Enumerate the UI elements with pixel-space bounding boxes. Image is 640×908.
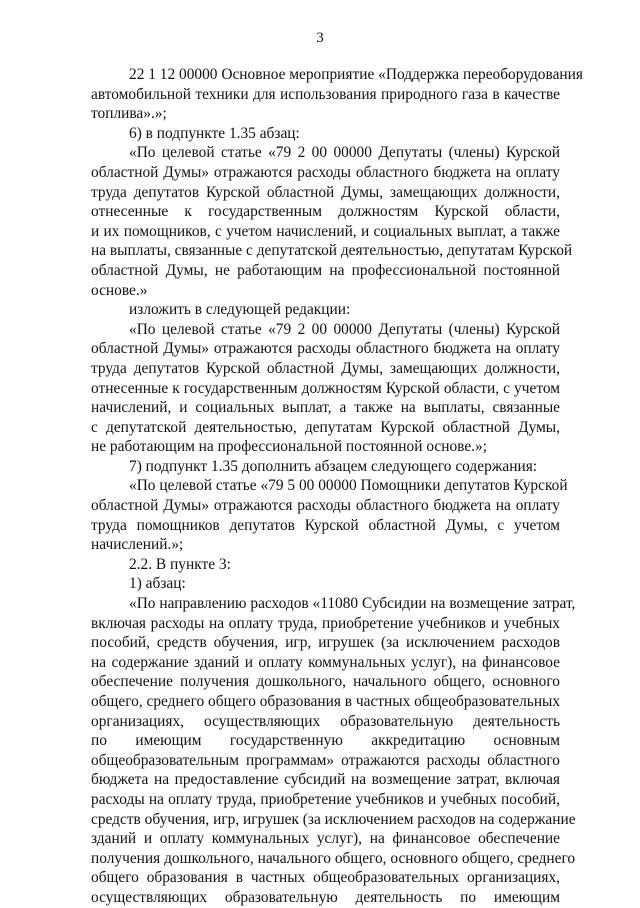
text-line: получения дошкольного, начального общего, основного общего, среднего xyxy=(91,849,576,867)
document-body xyxy=(91,65,583,908)
paragraph xyxy=(91,124,560,144)
text-line: и их помощников, с учетом начислений, и социальных выплат, а также xyxy=(91,222,560,240)
text-line: не работающим на профессиональной постоянной основе.»; xyxy=(91,438,487,456)
text-line: 1) абзац: xyxy=(129,575,186,593)
text-line: осуществляющих образовательную деятельность по имеющим xyxy=(91,888,560,906)
paragraph xyxy=(91,457,560,477)
paragraph xyxy=(91,476,568,554)
page-number: 3 xyxy=(316,30,324,46)
text-line: 2.2. В пункте 3: xyxy=(129,555,231,573)
paragraph xyxy=(91,320,560,457)
paragraph xyxy=(91,143,573,300)
text-line: включая расходы на оплату труда, приобретение учебников и учебных xyxy=(91,614,560,632)
text-line: на содержание зданий и оплату коммунальных услуг), на финансовое xyxy=(91,653,560,671)
text-line: средств обучения, игр, игрушек (за исключением расходов на содержание xyxy=(91,810,576,828)
text-line: отнесенные к государственным должностям Курской области, xyxy=(91,203,560,221)
text-line: труда депутатов Курской областной Думы, замещающих должности, xyxy=(91,183,560,201)
text-line: отнесенные к государственным должностям Курской области, с учетом xyxy=(91,379,560,397)
paragraph xyxy=(91,594,576,908)
text-line: бюджета на предоставление субсидий на возмещение затрат, включая xyxy=(91,771,560,789)
text-line: 22 1 12 00000 Основное мероприятие «Поддержка переоборудования xyxy=(129,66,583,83)
text-line: областной Думы, не работающим на профессиональной постоянной xyxy=(91,261,560,279)
text-line: труда помощников депутатов Курской областной Думы, с учетом xyxy=(91,516,560,534)
text-line: областной Думы» отражаются расходы областного бюджета на оплату xyxy=(91,497,560,515)
text-line: 7) подпункт 1.35 дополнить абзацем следующего содержания: xyxy=(129,457,538,475)
text-line: общего образования в частных общеобразовательных организациях, xyxy=(91,869,560,887)
paragraph xyxy=(91,65,583,124)
text-line: 6) в подпункте 1.35 абзац: xyxy=(129,124,300,142)
text-line: начислений, и социальных выплат, а также на выплаты, связанные xyxy=(91,399,560,417)
text-line: пособий, средств обучения, игр, игрушек (за исключением расходов xyxy=(91,634,560,652)
text-line: областной Думы» отражаются расходы областного бюджета на оплату xyxy=(91,340,560,358)
text-line: «По направлению расходов «11080 Субсидии на возмещение затрат, xyxy=(129,595,576,613)
text-line: с депутатской деятельностью, депутатам Курской областной Думы, xyxy=(91,418,560,436)
text-line: на выплаты, связанные с депутатской деятельностью, депутатам Курской xyxy=(91,242,573,260)
text-line: общеобразовательным программам» отражаются расходы областного xyxy=(91,751,560,769)
text-line: автомобильной техники для использования природного газа в качестве xyxy=(91,85,560,103)
paragraph xyxy=(91,555,560,575)
text-line: обеспечение получения дошкольного, начального общего, основного xyxy=(91,673,560,691)
text-line: областной Думы» отражаются расходы областного бюджета на оплату xyxy=(91,163,560,181)
text-line: «По целевой статье «79 5 00 00000 Помощники депутатов Курской xyxy=(129,477,568,495)
text-line: «По целевой статье «79 2 00 00000 Депутаты (члены) Курской xyxy=(129,144,560,162)
text-line: топлива».»; xyxy=(91,105,167,123)
text-line: общего, среднего общего образования в частных общеобразовательных xyxy=(91,693,561,710)
text-line: начислений.»; xyxy=(91,536,184,554)
text-line: основе.» xyxy=(91,281,148,299)
text-line: расходы на оплату труда, приобретение учебников и учебных пособий, xyxy=(91,790,560,808)
text-line: по имеющим государственную аккредитацию основным xyxy=(91,732,560,750)
text-line: организациях, осуществляющих образовательную деятельность xyxy=(91,712,560,730)
paragraph xyxy=(91,300,560,320)
text-line: изложить в следующей редакции: xyxy=(129,301,351,319)
text-line: труда депутатов Курской областной Думы, замещающих должности, xyxy=(91,359,560,377)
text-line: «По целевой статье «79 2 00 00000 Депутаты (члены) Курской xyxy=(129,320,560,338)
paragraph xyxy=(91,574,560,594)
text-line: зданий и оплату коммунальных услуг), на финансовое обеспечение xyxy=(91,830,560,848)
